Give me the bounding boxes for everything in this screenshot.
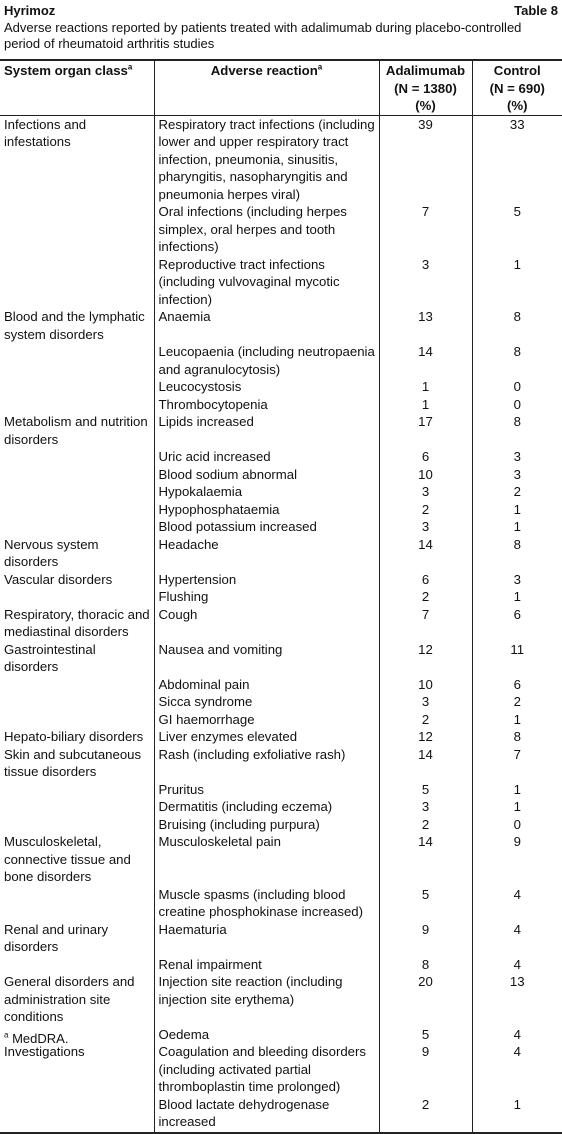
adverse-reaction-cell: Hypokalaemia <box>154 483 379 501</box>
table-row <box>0 1096 562 1133</box>
control-percent-cell: 1 <box>472 711 562 729</box>
table-row <box>0 378 562 396</box>
control-percent-cell: 3 <box>472 448 562 466</box>
adverse-reaction-cell: Leucopaenia (including neutropaenia and agranulocytosis) <box>154 343 379 378</box>
adverse-reaction-cell: Lipids increased <box>154 413 379 448</box>
adverse-reaction-cell: Sicca syndrome <box>154 693 379 711</box>
control-percent-cell: 6 <box>472 606 562 641</box>
table-row <box>0 343 562 378</box>
system-organ-class-cell <box>0 588 154 606</box>
system-organ-class-cell <box>0 816 154 834</box>
control-percent-cell: 4 <box>472 956 562 974</box>
adverse-reaction-cell: Haematuria <box>154 921 379 956</box>
adalimumab-percent-cell: 1 <box>379 396 472 414</box>
adalimumab-percent-cell: 2 <box>379 1096 472 1133</box>
system-organ-class-cell <box>0 203 154 256</box>
adalimumab-percent-cell: 39 <box>379 115 472 203</box>
control-percent-cell: 1 <box>472 501 562 519</box>
control-percent-cell: 3 <box>472 571 562 589</box>
adverse-reaction-cell: Blood sodium abnormal <box>154 466 379 484</box>
control-percent-cell: 4 <box>472 886 562 921</box>
system-organ-class-cell: Infections and infestations <box>4 116 87 149</box>
adalimumab-percent-cell: 3 <box>379 518 472 536</box>
adverse-reaction-cell: Hypertension <box>154 571 379 589</box>
control-percent-cell: 6 <box>472 676 562 694</box>
table-row <box>0 203 562 256</box>
adalimumab-percent-cell: 20 <box>379 973 472 1026</box>
table-row <box>0 518 562 536</box>
control-percent-cell: 1 <box>472 1096 562 1133</box>
adverse-reaction-cell: Thrombocytopenia <box>154 396 379 414</box>
adverse-reaction-cell: Musculoskeletal pain <box>154 833 379 886</box>
table-row <box>0 833 562 886</box>
adalimumab-percent-cell: 9 <box>379 921 472 956</box>
adalimumab-percent-cell: 3 <box>379 256 472 309</box>
table-row <box>0 1043 562 1096</box>
system-organ-class-cell <box>0 676 154 694</box>
system-organ-class-cell <box>0 448 154 466</box>
system-organ-class-cell <box>0 798 154 816</box>
adverse-reaction-cell: Nausea and vomiting <box>154 641 379 676</box>
control-percent-cell: 8 <box>472 728 562 746</box>
adverse-reaction-cell: Pruritus <box>154 781 379 799</box>
adverse-reaction-cell: Hypophosphataemia <box>154 501 379 519</box>
adverse-reaction-cell: Cough <box>154 606 379 641</box>
control-percent-cell: 4 <box>472 1043 562 1096</box>
adalimumab-percent-cell: 2 <box>379 588 472 606</box>
adalimumab-percent-cell: 6 <box>379 448 472 466</box>
table-row <box>0 921 562 956</box>
table-row <box>0 886 562 921</box>
system-organ-class-cell <box>0 711 154 729</box>
adverse-reaction-cell: Headache <box>154 536 379 571</box>
system-organ-class-cell: Respiratory, thoracic and mediastinal disorders <box>4 606 150 639</box>
control-percent-cell: 4 <box>472 921 562 956</box>
table-row <box>0 606 562 641</box>
system-organ-class-cell: General disorders and administration site conditions <box>4 974 135 1024</box>
adverse-reaction-cell: Leucocystosis <box>154 378 379 396</box>
adalimumab-percent-cell: 8 <box>379 956 472 974</box>
adverse-reaction-cell: Flushing <box>154 588 379 606</box>
adalimumab-percent-cell: 5 <box>379 886 472 921</box>
table-row <box>0 781 562 799</box>
adalimumab-percent-cell: 3 <box>379 693 472 711</box>
adverse-reaction-cell: Rash (including exfoliative rash) <box>154 746 379 781</box>
system-organ-class-cell <box>0 886 154 921</box>
control-percent-cell: 8 <box>472 413 562 448</box>
control-percent-cell: 0 <box>472 396 562 414</box>
table-row <box>0 571 562 589</box>
adalimumab-percent-cell: 3 <box>379 798 472 816</box>
system-organ-class-cell <box>0 343 154 378</box>
table-row <box>0 466 562 484</box>
table-row <box>0 115 562 203</box>
system-organ-class-cell <box>0 956 154 974</box>
adalimumab-percent-cell: 12 <box>379 641 472 676</box>
system-organ-class-cell: Skin and subcutaneous tissue disorders <box>4 746 142 779</box>
system-organ-class-cell: Investigations <box>4 1044 85 1059</box>
adalimumab-percent-cell: 2 <box>379 501 472 519</box>
adalimumab-percent-cell: 1 <box>379 378 472 396</box>
table-row <box>0 973 562 1026</box>
control-percent-cell: 8 <box>472 343 562 378</box>
control-percent-cell: 33 <box>472 115 562 203</box>
footnote: $^a$ MedDRA. <box>4 1030 69 1046</box>
system-organ-class-cell <box>0 501 154 519</box>
adalimumab-percent-cell: 7 <box>379 606 472 641</box>
control-percent-cell: 1 <box>472 781 562 799</box>
control-percent-cell: 8 <box>472 308 562 343</box>
adverse-reaction-cell: Oral infections (including herpes simplex, oral herpes and tooth infections) <box>154 203 379 256</box>
adalimumab-percent-cell: 2 <box>379 816 472 834</box>
adalimumab-percent-cell: 12 <box>379 728 472 746</box>
table-row <box>0 956 562 974</box>
system-organ-class-cell <box>0 693 154 711</box>
adalimumab-percent-cell: 7 <box>379 203 472 256</box>
control-percent-cell: 3 <box>472 466 562 484</box>
adverse-reactions-table <box>0 59 562 1134</box>
control-percent-cell: 7 <box>472 746 562 781</box>
control-percent-cell: 5 <box>472 203 562 256</box>
system-organ-class-cell: Nervous system disorders <box>4 536 99 569</box>
document-header <box>4 3 558 18</box>
system-organ-class-cell: Hepato-biliary disorders <box>4 729 144 744</box>
table-row <box>0 413 562 448</box>
adalimumab-percent-cell: 9 <box>379 1043 472 1096</box>
control-percent-cell: 13 <box>472 973 562 1026</box>
adalimumab-percent-cell: 2 <box>379 711 472 729</box>
table-caption: Adverse reactions reported by patients treated with adalimumab during placebo-controlled period of rheumatoid arthritis studies <box>4 20 522 51</box>
adverse-reaction-cell: Abdominal pain <box>154 676 379 694</box>
table-row <box>0 816 562 834</box>
column-header-adalimumab: Adalimumab (N = 1380) (%) <box>379 60 472 115</box>
table-row <box>0 728 562 746</box>
adalimumab-percent-cell: 6 <box>379 571 472 589</box>
adverse-reaction-cell: Bruising (including purpura) <box>154 816 379 834</box>
adverse-reaction-cell: Renal impairment <box>154 956 379 974</box>
system-organ-class-cell: Vascular disorders <box>4 571 113 587</box>
adalimumab-percent-cell: 5 <box>379 1026 472 1044</box>
table-row <box>0 588 562 606</box>
control-percent-cell: 4 <box>472 1026 562 1044</box>
table-row <box>0 396 562 414</box>
adalimumab-percent-cell: 14 <box>379 833 472 886</box>
system-organ-class-cell <box>0 256 154 309</box>
adalimumab-percent-cell: 13 <box>379 308 472 343</box>
table-row <box>0 798 562 816</box>
table-row <box>0 256 562 309</box>
adalimumab-percent-cell: 5 <box>379 781 472 799</box>
system-organ-class-cell: Gastrointestinal disorders <box>4 641 96 674</box>
adverse-reaction-cell: GI haemorrhage <box>154 711 379 729</box>
system-organ-class-cell: Renal and urinary disorders <box>4 921 109 954</box>
system-organ-class-cell <box>0 518 154 536</box>
table-row <box>0 448 562 466</box>
control-percent-cell: 1 <box>472 518 562 536</box>
column-header-control: Control (N = 690) (%) <box>472 60 562 115</box>
adverse-reaction-cell: Uric acid increased <box>154 448 379 466</box>
adverse-reaction-cell: Blood lactate dehydrogenase increased <box>154 1096 379 1133</box>
control-percent-cell: 1 <box>472 256 562 309</box>
table-row <box>0 536 562 571</box>
control-percent-cell: 1 <box>472 588 562 606</box>
system-organ-class-cell <box>0 466 154 484</box>
control-percent-cell: 2 <box>472 483 562 501</box>
adalimumab-percent-cell: 10 <box>379 466 472 484</box>
table-row <box>0 746 562 781</box>
table-number: Table 8 <box>514 3 558 18</box>
adverse-reaction-cell: Dermatitis (including eczema) <box>154 798 379 816</box>
adverse-reaction-cell: Muscle spasms (including blood creatine phosphokinase increased) <box>154 886 379 921</box>
table-body <box>0 115 562 1133</box>
adalimumab-percent-cell: 10 <box>379 676 472 694</box>
adalimumab-percent-cell: 17 <box>379 413 472 448</box>
control-percent-cell: 1 <box>472 798 562 816</box>
control-percent-cell: 2 <box>472 693 562 711</box>
control-percent-cell: 11 <box>472 641 562 676</box>
system-organ-class-cell <box>0 483 154 501</box>
table-header-row <box>0 60 562 115</box>
control-percent-cell: 8 <box>472 536 562 571</box>
adverse-reaction-cell: Respiratory tract infections (including lower and upper respiratory tract infection, pneumonia, sinusitis, pharyngitis, nasopharyngitis and pneumonia herpes viral) <box>154 115 379 203</box>
adalimumab-percent-cell: 14 <box>379 746 472 781</box>
table-row <box>0 641 562 676</box>
system-organ-class-cell: Metabolism and nutrition disorders <box>4 414 148 447</box>
system-organ-class-cell: Blood and the lymphatic system disorders <box>4 309 145 342</box>
table-row <box>0 676 562 694</box>
system-organ-class-cell: Musculoskeletal, connective tissue and bone disorders <box>4 834 131 884</box>
drug-name: Hyrimoz <box>4 3 56 18</box>
system-organ-class-cell <box>0 396 154 414</box>
column-header-adverse-reaction: Adverse reaction$^a$ <box>154 60 379 115</box>
table-row <box>0 1026 562 1044</box>
system-organ-class-cell <box>0 781 154 799</box>
table-row <box>0 501 562 519</box>
system-organ-class-cell <box>0 378 154 396</box>
table-row <box>0 308 562 343</box>
control-percent-cell: 9 <box>472 833 562 886</box>
control-percent-cell: 0 <box>472 378 562 396</box>
adverse-reaction-cell: Anaemia <box>154 308 379 343</box>
adverse-reaction-cell: Liver enzymes elevated <box>154 728 379 746</box>
system-organ-class-cell <box>0 1096 154 1133</box>
table-row <box>0 693 562 711</box>
adverse-reaction-cell: Oedema <box>154 1026 379 1044</box>
adalimumab-percent-cell: 14 <box>379 343 472 378</box>
table-row <box>0 483 562 501</box>
control-percent-cell: 0 <box>472 816 562 834</box>
adalimumab-percent-cell: 3 <box>379 483 472 501</box>
adverse-reaction-cell: Coagulation and bleeding disorders (including activated partial thromboplastin time prolonged) <box>154 1043 379 1096</box>
column-header-system-organ-class: System organ class$^a$ <box>0 60 154 115</box>
table-row <box>0 711 562 729</box>
adverse-reaction-cell: Reproductive tract infections (including vulvovaginal mycotic infection) <box>154 256 379 309</box>
adverse-reaction-cell: Blood potassium increased <box>154 518 379 536</box>
adverse-reaction-cell: Injection site reaction (including injection site erythema) <box>154 973 379 1026</box>
adalimumab-percent-cell: 14 <box>379 536 472 571</box>
